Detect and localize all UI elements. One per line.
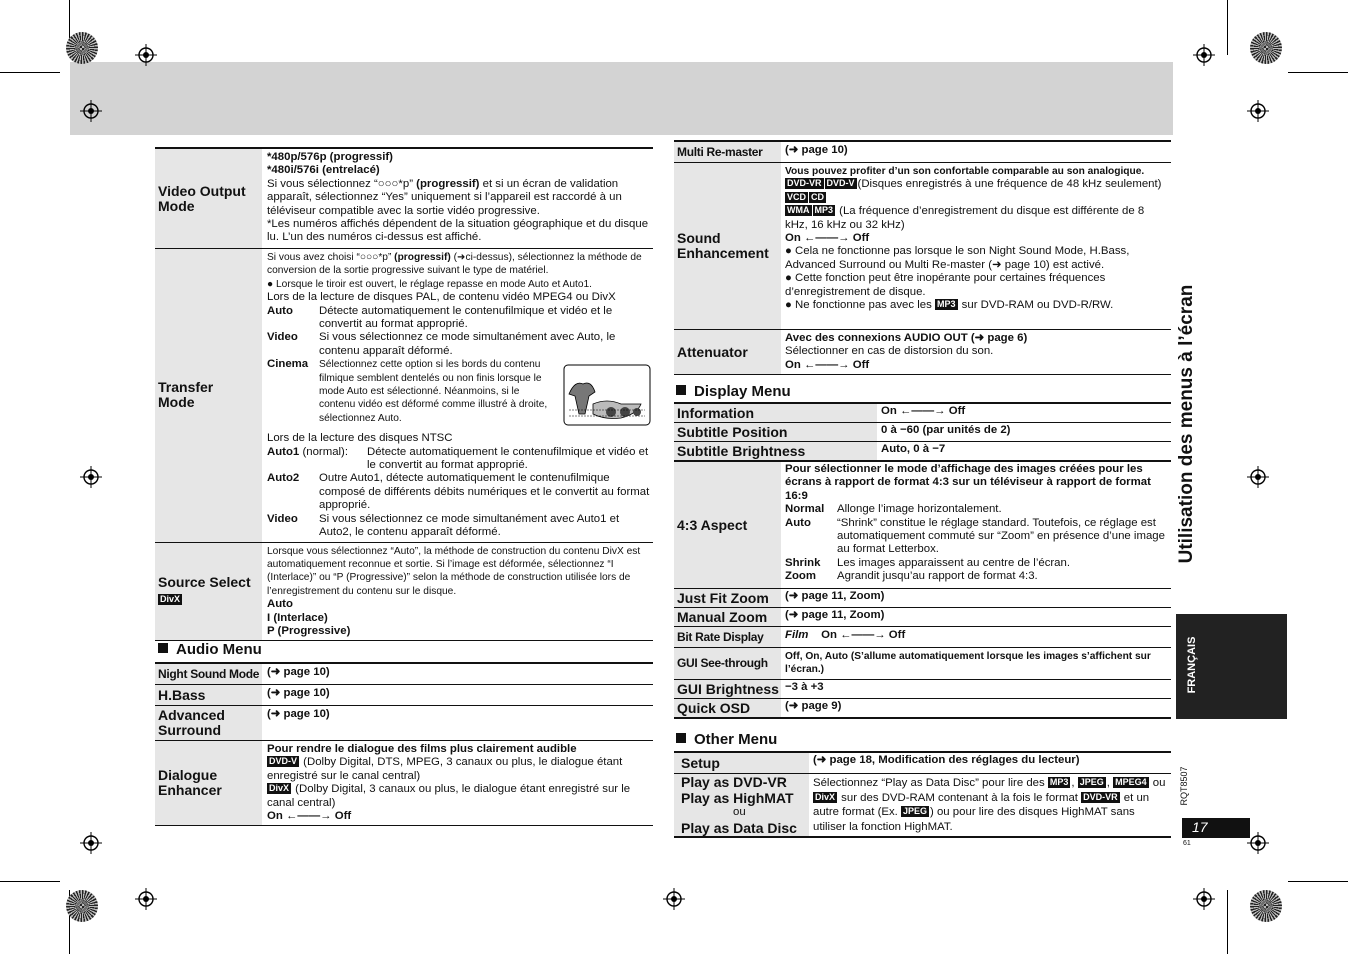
- crop-mark: [1227, 890, 1228, 954]
- setting-label: Video Output Mode: [158, 182, 246, 214]
- description: Sélectionner en cas de distorsion du son.: [785, 345, 994, 358]
- setting-value: Auto, 0 à −7: [881, 443, 946, 455]
- badge-row: [785, 192, 1167, 205]
- note: ● Cela ne fonctionne pas lorsque le son Night Sound Mode, H.Bass, Advanced Surround ou Multi Re-master (➜ page 10) est activé.: [785, 245, 1130, 271]
- description-head: Pour sélectionner le mode d’affichage des images créées pour les écrans à rapport de format 4:3 sur un téléviseur à rapport de format 16:9: [785, 463, 1151, 502]
- registration-mark: [663, 888, 685, 910]
- table-row: [674, 141, 1171, 163]
- setting-value: (➜ page 10): [785, 144, 848, 156]
- setting-value: Off, On, Auto (S’allume automatiquement lorsque les images s’affichent sur l’écran.): [785, 651, 1151, 676]
- setting-label: Subtitle Brightness: [677, 443, 806, 459]
- subheading: Lors de la lecture des disques NTSC: [267, 432, 453, 445]
- setting-label: Play as HighMAT: [681, 790, 794, 807]
- setting-value: On ←——→ Off: [267, 810, 352, 823]
- table-row: [674, 648, 1171, 680]
- description-head: Vous pouvez profiter d’un son confortable comparable au son analogique.: [785, 166, 1145, 177]
- setting-label: 4:3 Aspect: [677, 517, 748, 533]
- dvd-v-badge: DVD-V: [826, 178, 855, 189]
- subheading: Lors de la lecture de disques PAL, de contenu vidéo MPEG4 ou DivX: [267, 291, 616, 304]
- table-row: [155, 706, 653, 741]
- description: Sélectionnez “Play as Data Disc” pour lire des MP3 , JPEG , MPEG4 ou DivX sur des DVD-RAM contenant à la fois le format DVD-VR et un autre format (Ex. JPEG ) ou pour lire des disques HighMAT sans utiliser la fonction HighMAT.: [813, 777, 1166, 833]
- setting-label: Setup: [681, 755, 720, 771]
- language-label: FRANÇAIS: [1186, 636, 1198, 694]
- mp3-badge: MP3: [814, 205, 834, 216]
- option-row: Auto Détecte automatiquement le contenufilmique et vidéo et le convertit au format approprié.: [267, 304, 613, 331]
- option-text: I (Interlace): [267, 611, 328, 624]
- setting-label: Manual Zoom: [677, 609, 768, 625]
- registration-mark: [1193, 888, 1215, 910]
- setting-value: (➜ page 9): [785, 699, 842, 712]
- option-text: *480i/576i (entrelacé): [267, 164, 380, 177]
- setting-label: Information: [677, 405, 754, 421]
- option-row: Auto1 (normal): Détecte automatiquement le contenufilmique et vidéo et le convertit au format approprié.: [267, 445, 649, 472]
- jpeg-badge: JPEG: [903, 806, 928, 816]
- registration-mark: [1247, 466, 1269, 488]
- table-row: [674, 774, 1171, 838]
- registration-mark: [80, 832, 102, 854]
- option-row: Video Si vous sélectionnez ce mode simultanément avec Auto, le contenu apparaît déformé.: [267, 331, 616, 357]
- table-row: [674, 698, 1171, 718]
- table-row: [155, 685, 653, 706]
- description: DivX (Dolby Digital, 3 canaux ou plus, le dialogue étant enregistré sur le canal central): [267, 783, 631, 809]
- section-heading-display: Display Menu: [676, 383, 791, 400]
- setting-label: GUI Brightness: [677, 680, 779, 697]
- option-row: Auto “Shrink” constitue le réglage standard. Toutefois, ce réglage est automatiquement commuté sur “Zoom” en présence d’une image au format Letterbox.: [785, 516, 1165, 556]
- small-number: 61: [1183, 840, 1191, 847]
- table-row: [155, 148, 653, 249]
- crop-mark: [0, 72, 60, 73]
- video-settings-table: [155, 147, 653, 641]
- setting-label: Attenuator: [677, 344, 748, 361]
- table-row: [674, 627, 1171, 648]
- doc-code: RQT8507: [1179, 766, 1189, 806]
- option-row: Shrink Les images apparaissent au centre de l’écran.: [785, 556, 1071, 569]
- side-title: Utilisation des menus à l’écran: [1176, 284, 1197, 564]
- table-row: [155, 663, 653, 685]
- header-band: [70, 62, 1173, 135]
- crop-mark: [1227, 0, 1228, 55]
- registration-mark: [1193, 44, 1215, 66]
- note: ● Cette fonction peut être inopérante pour certaines fréquences d’enregistrement de disque.: [785, 272, 1106, 298]
- audio-menu-table-continued: [674, 140, 1171, 375]
- description: Lorsque vous sélectionnez “Auto”, la méthode de construction du contenu DivX est automatiquement reconnue et sortie. Si l’image est déformée, sélectionnez “I (Interlace)” ou “P (Progressive)” selon la méthode de construction utilisée lors de l’enregistrement du contenu sur le disque.: [267, 545, 641, 597]
- setting-label: Sound Enhancement: [677, 230, 769, 261]
- wma-badge: WMA: [787, 205, 810, 216]
- conjunction: ou: [733, 806, 746, 819]
- registration-mark: [80, 466, 102, 488]
- table-row: [674, 442, 1171, 461]
- table-row: [674, 462, 1171, 589]
- divx-badge: DivX: [269, 783, 290, 794]
- setting-label: Quick OSD: [677, 699, 751, 716]
- setting-label: Night Sound Mode: [158, 667, 260, 681]
- color-bar-rosette: [1250, 890, 1282, 922]
- table-row: [674, 752, 1171, 774]
- vcd-badge: VCD: [787, 191, 807, 202]
- registration-mark: [1247, 832, 1269, 854]
- color-bar-rosette: [66, 32, 98, 64]
- setting-label: Play as Data Disc: [681, 819, 797, 836]
- cd-badge: CD: [811, 191, 825, 202]
- mp3-badge: MP3: [1049, 777, 1069, 787]
- option-text: Auto: [267, 598, 293, 611]
- note: ● Lorsque le tiroir est ouvert, le réglage repasse en mode Auto et Auto1.: [267, 278, 592, 290]
- table-row: [155, 741, 653, 826]
- setting-label: Source Select: [158, 574, 251, 591]
- section-heading-audio: Audio Menu: [158, 641, 262, 658]
- display-menu-table-lower: [674, 461, 1171, 719]
- setting-label: Subtitle Position: [677, 424, 788, 440]
- setting-label: H.Bass: [158, 687, 206, 703]
- setting-value: On ←——→ Off: [785, 232, 870, 245]
- crop-mark: [1288, 72, 1348, 73]
- registration-mark: [135, 44, 157, 66]
- registration-mark: [1247, 100, 1269, 122]
- footnote: *Les numéros affichés dépendent de la situation géographique et du disque lu. L’un des numéros ci-dessus est affiché.: [267, 218, 649, 244]
- option-text: P (Progressive): [267, 624, 351, 637]
- setting-value: −3 à +3: [785, 680, 824, 693]
- note: ● Ne fonctionne pas avec les MP3 sur DVD-RAM ou DVD-R/RW.: [785, 299, 1114, 312]
- description-head: Pour rendre le dialogue des films plus clairement audible: [267, 743, 577, 755]
- setting-value: (➜ page 11, Zoom): [785, 590, 885, 602]
- divx-badge: DivX: [160, 594, 181, 605]
- setting-value: (➜ page 10): [267, 666, 330, 678]
- registration-mark: [80, 100, 102, 122]
- display-menu-table: [674, 402, 1171, 461]
- setting-label: GUI See-through: [677, 656, 768, 671]
- setting-label: Just Fit Zoom: [677, 590, 769, 606]
- description: DVD-VR DVD-V (Disques enregistrés à une fréquence de 48 kHz seulement): [787, 178, 1162, 191]
- option-row: Video Si vous sélectionnez ce mode simultanément avec Auto1 et Auto2, le contenu apparaît déformé.: [267, 512, 620, 539]
- table-row: [155, 542, 653, 641]
- description: Si vous avez choisi “○○○*p” (progressif) (➜ci-dessus), sélectionnez la méthode de conversion de la sortie progressive suivant le type de matériel.: [267, 252, 642, 277]
- table-row: [674, 163, 1171, 330]
- table-row: [155, 249, 653, 543]
- setting-value: (➜ page 11, Zoom): [785, 609, 885, 621]
- audio-menu-table: [155, 662, 653, 826]
- setting-label: Dialogue Enhancer: [158, 767, 222, 799]
- table-row: [674, 403, 1171, 423]
- setting-value: On ←——→ Off: [785, 358, 870, 371]
- option-row: Cinema Sélectionnez cette option si les bords du contenu filmique semblent dentelés ou non finis lorsque le mode Auto est sélectionné. Néanmoins, si le contenu vidéo est déformé comme illustré à droite, sélectionnez Auto.: [267, 358, 548, 424]
- setting-value: 0 à −60 (par unités de 2): [881, 424, 1011, 436]
- option-row: Zoom Agrandit jusqu’au rapport de format 4:3.: [785, 570, 1038, 583]
- description: Si vous sélectionnez “○○○*p” (progressif) et si un écran de validation apparaît, sélectionnez “Yes” uniquement si l’appareil est raccordé à un téléviseur compatible avec la sortie vidéo progressive.: [267, 177, 622, 217]
- option-row: Normal Allonge l’image horizontalement.: [785, 503, 1002, 516]
- crop-mark: [1288, 881, 1348, 882]
- setting-value: Film On ←——→ Off: [785, 629, 906, 641]
- option-text: *480p/576p (progressif): [267, 151, 393, 163]
- mp3-badge: MP3: [936, 299, 956, 310]
- table-row: [674, 589, 1171, 608]
- table-row: [674, 330, 1171, 375]
- dvd-v-badge: DVD-V: [269, 756, 298, 767]
- jpeg-badge: JPEG: [1079, 777, 1104, 787]
- dvd-vr-badge: DVD-VR: [1083, 791, 1118, 802]
- option-row: Auto2 Outre Auto1, détecte automatiquement le contenufilmique composé de différents débits numériques et le convertit au format approprié.: [267, 472, 650, 512]
- other-menu-table: [674, 751, 1171, 838]
- color-bar-rosette: [1250, 32, 1282, 64]
- setting-value: On ←——→ Off: [881, 405, 966, 417]
- description: WMA MP3 (La fréquence d’enregistrement du disque est différente de 8 kHz, 16 kHz ou 32 kHz): [785, 205, 1145, 231]
- setting-label: Advanced Surround: [158, 707, 225, 738]
- dvd-vr-badge: DVD-VR: [787, 178, 822, 189]
- page-number: 17: [1192, 819, 1208, 835]
- setting-label: Play as DVD-VR: [681, 774, 787, 791]
- table-row: [674, 679, 1171, 698]
- setting-label: Bit Rate Display: [677, 630, 764, 644]
- setting-value: (➜ page 18, Modification des réglages du lecteur): [813, 754, 1080, 766]
- crop-mark: [0, 881, 60, 882]
- table-row: [674, 423, 1171, 442]
- setting-label: Transfer Mode: [158, 379, 214, 411]
- color-bar-rosette: [66, 890, 98, 922]
- description-head: Avec des connexions AUDIO OUT (➜ page 6): [785, 332, 1028, 344]
- setting-value: (➜ page 10): [267, 687, 330, 699]
- mpeg4-badge: MPEG4: [1115, 777, 1147, 787]
- setting-label: Multi Re-master: [677, 145, 763, 159]
- distorted-image-illustration: [563, 364, 651, 426]
- section-heading-other: Other Menu: [676, 731, 777, 748]
- setting-value: (➜ page 10): [267, 708, 330, 720]
- description: DVD-V (Dolby Digital, DTS, MPEG, 3 canaux ou plus, le dialogue étant enregistré sur le canal central): [267, 756, 623, 782]
- registration-mark: [135, 888, 157, 910]
- divx-badge: DivX: [815, 791, 836, 802]
- table-row: [674, 608, 1171, 627]
